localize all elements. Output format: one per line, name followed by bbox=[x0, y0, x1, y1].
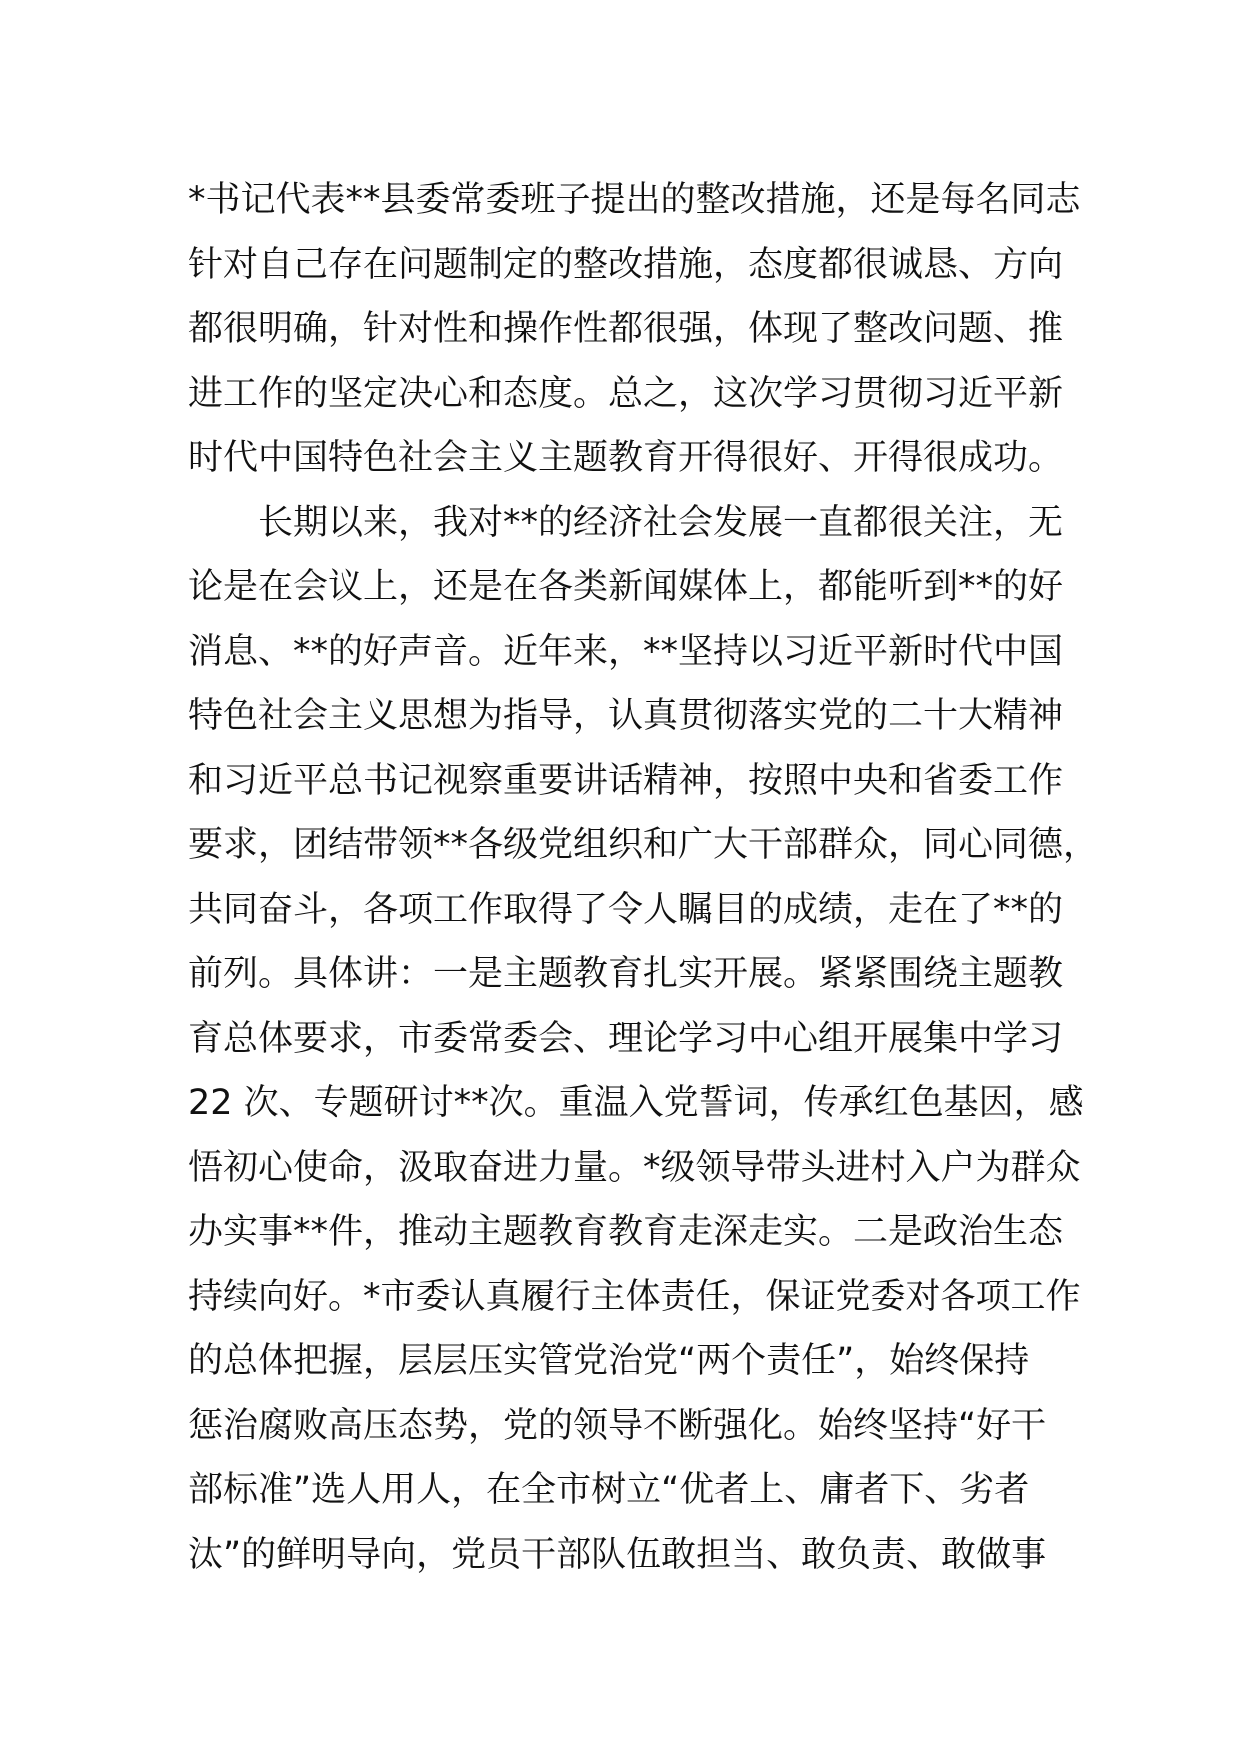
text-line: 办实事**件，推动主题教育教育走深走实。二是政治生态 bbox=[188, 1212, 1064, 1252]
text-line: 汰”的鲜明导向，党员干部队伍敢担当、敢负责、敢做事 bbox=[188, 1534, 1047, 1575]
text-line: 惩治腐败高压态势，党的领导不断强化。始终坚持“好干 bbox=[188, 1405, 1047, 1446]
text-line: 的总体把握，层层压实管党治党“两个责任”，始终保持 bbox=[188, 1341, 1030, 1381]
text-line: 悟初心使命，汲取奋进力量。*级领导带头进村入户为群众 bbox=[188, 1147, 1081, 1188]
text-line: 要求，团结带领**各级党组织和广大干部群众，同心同德， bbox=[188, 825, 1099, 865]
paragraph-first-line: 长期以来，我对**的经济社会发展一直都很关注，无 bbox=[258, 502, 1064, 543]
text-line: 特色社会主义思想为指导，认真贯彻落实党的二十大精神 bbox=[188, 696, 1064, 736]
text-line: 论是在会议上，还是在各类新闻媒体上，都能听到**的好 bbox=[188, 567, 1064, 607]
body-text bbox=[188, 168, 1099, 1587]
text-line: 22 次、专题研讨**次。重温入党誓词，传承红色基因，感 bbox=[188, 1083, 1084, 1123]
text-line: 部标准”选人用人，在全市树立“优者上、庸者下、劣者 bbox=[188, 1470, 1030, 1510]
text-line: 针对自己存在问题制定的整改措施，态度都很诚恳、方向 bbox=[188, 244, 1064, 285]
text-line: 时代中国特色社会主义主题教育开得很好、开得很成功。 bbox=[188, 438, 1064, 478]
text-line: 和习近平总书记视察重要讲话精神，按照中央和省委工作 bbox=[188, 760, 1064, 801]
text-line: 前列。具体讲：一是主题教育扎实开展。紧紧围绕主题教 bbox=[188, 954, 1064, 994]
text-line: 育总体要求，市委常委会、理论学习中心组开展集中学习 bbox=[188, 1018, 1064, 1059]
text-line: 共同奋斗，各项工作取得了令人瞩目的成绩，走在了**的 bbox=[188, 889, 1064, 930]
text-line: 消息、**的好声音。近年来，**坚持以习近平新时代中国 bbox=[188, 631, 1064, 672]
text-line: 持续向好。*市委认真履行主体责任，保证党委对各项工作 bbox=[188, 1276, 1081, 1317]
text-line: 进工作的坚定决心和态度。总之，这次学习贯彻习近平新 bbox=[188, 373, 1064, 414]
text-line: *书记代表**县委常委班子提出的整改措施，还是每名同志 bbox=[188, 180, 1081, 220]
text-line: 都很明确，针对性和操作性都很强，体现了整改问题、推 bbox=[188, 309, 1064, 349]
